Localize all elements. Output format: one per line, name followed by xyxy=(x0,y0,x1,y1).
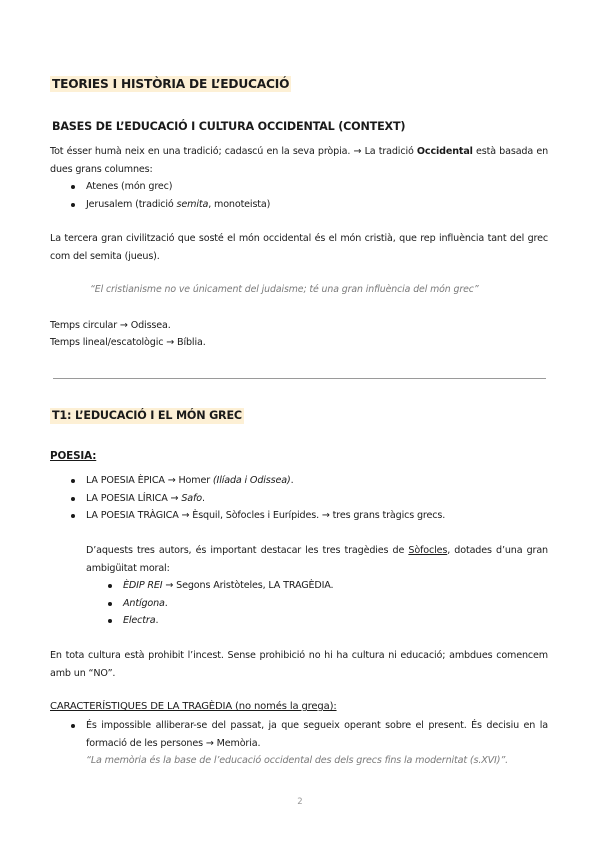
paragraph-incest: En tota cultura està prohibit l’incest. Sense prohibició no hi ha cultura ni educació; ambdues comencem amb un “NO”. xyxy=(50,650,548,679)
section-heading-bases: BASES DE L’EDUCACIÓ I CULTURA OCCIDENTAL (CONTEXT) xyxy=(52,120,406,133)
caracteristiques-label: CARACTERÍSTIQUES DE LA TRAGÈDIA (no només la grega): xyxy=(50,701,337,712)
bullet-icon xyxy=(71,479,75,483)
list-item-text: LA POESIA LÍRICA → xyxy=(86,492,182,504)
list-item-text: , monoteista) xyxy=(208,198,271,210)
paragraph-text: està basada en dues grans columnes: xyxy=(50,146,548,175)
list-item xyxy=(66,490,546,508)
list-item-text: . xyxy=(155,615,159,627)
temps-circular: Temps circular → Odissea. xyxy=(50,320,171,331)
page-number: 2 xyxy=(297,797,303,807)
list-item-text: Atenes (món grec) xyxy=(86,181,173,192)
quote-memoria: “La memòria és la base de l’educació occidental des dels grecs fins la modernitat (s.XVI)”. xyxy=(86,755,509,766)
list-item xyxy=(103,612,543,630)
columns-list xyxy=(66,178,546,213)
list-item xyxy=(66,196,546,214)
underlined-sofocles: Sòfocles xyxy=(408,545,448,556)
italic-text: Antígona xyxy=(123,597,165,609)
paragraph-tradicio xyxy=(50,143,548,178)
list-item xyxy=(66,472,546,490)
bullet-icon xyxy=(71,724,75,728)
bold-occidental: Occidental xyxy=(416,146,473,157)
caracteristiques-list xyxy=(66,717,548,752)
bullet-icon xyxy=(71,497,75,501)
list-item xyxy=(66,717,548,752)
paragraph-text: , dotades d’una gran ambigüitat moral: xyxy=(86,545,548,574)
italic-text: semita xyxy=(176,198,209,210)
list-item xyxy=(103,595,543,613)
paragraph-cristia: La tercera gran civilització que sosté el món occidental és el món cristià, que rep influència tant del grec com del semita (jueus). xyxy=(50,233,548,262)
poesia-list xyxy=(66,472,546,525)
horizontal-divider xyxy=(53,378,546,379)
bullet-icon xyxy=(71,203,75,207)
italic-text: Safo xyxy=(181,492,202,504)
list-item xyxy=(66,178,546,196)
paragraph-text: Tot ésser humà neix en una tradició; cadascú en la seva pròpia. → La tradició xyxy=(50,146,417,157)
list-item-text: . xyxy=(201,492,205,504)
italic-text: (Ilíada i Odissea) xyxy=(212,475,291,486)
temps-lineal: Temps lineal/escatològic → Bíblia. xyxy=(50,337,206,348)
list-item xyxy=(103,577,543,595)
quote-cristianisme: “El cristianisme no ve únicament del judaisme; té una gran influència del món grec” xyxy=(90,284,479,295)
list-item-text: És impossible alliberar-se del passat, ja que segueix operant sobre el present. És decisiu en la formació de les persones → Memòria. xyxy=(86,720,548,749)
poesia-label: POESIA: xyxy=(50,450,97,462)
bullet-icon xyxy=(108,619,112,623)
bullet-icon xyxy=(71,514,75,518)
list-item-text: . xyxy=(290,475,294,486)
list-item-text: . xyxy=(164,597,168,609)
list-item-text: → Segons Aristòteles, LA TRAGÈDIA. xyxy=(162,580,334,591)
bullet-icon xyxy=(71,185,75,189)
document-title: TEORIES I HISTÒRIA DE L’EDUCACIÓ xyxy=(52,77,290,91)
section-heading-t1: T1: L’EDUCACIÓ I EL MÓN GREC xyxy=(52,409,242,422)
list-item-text: LA POESIA TRÀGICA → Èsquil, Sòfocles i Eurípides. → tres grans tràgics grecs. xyxy=(86,510,446,522)
list-item-text: Jerusalem (tradició xyxy=(86,198,177,210)
italic-text: ÈDIP REI xyxy=(123,580,163,591)
sofocles-list xyxy=(103,577,543,630)
bullet-icon xyxy=(108,602,112,606)
paragraph-text: D’aquests tres autors, és important destacar les tres tragèdies de xyxy=(86,545,409,556)
list-item xyxy=(66,507,546,525)
italic-text: Electra xyxy=(123,615,156,627)
paragraph-sofocles xyxy=(86,542,548,577)
list-item-text: LA POESIA ÈPICA → Homer xyxy=(86,475,213,486)
bullet-icon xyxy=(108,584,112,588)
